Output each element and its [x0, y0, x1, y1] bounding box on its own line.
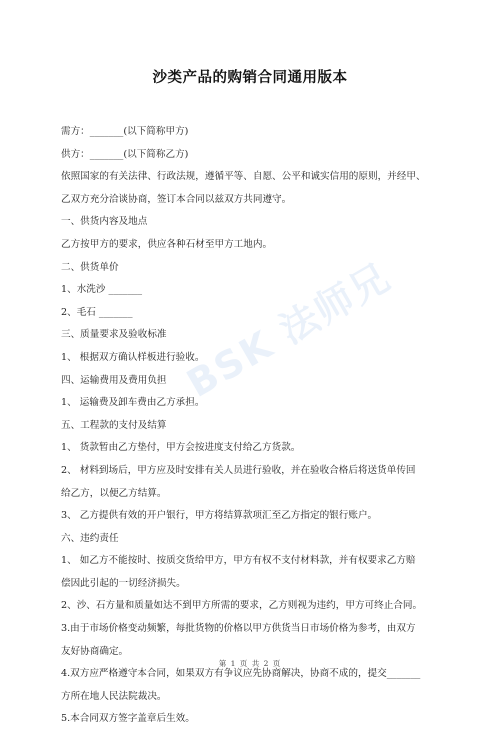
- page-footer: 第 1 页 共 2 页: [218, 659, 282, 668]
- line-payment-2b: 给乙方，以便乙方结算。: [61, 487, 167, 499]
- line-supplier: 供方：_______(以下简称乙方): [61, 148, 189, 160]
- line-transport: 1、 运输费及卸车费由乙方承担。: [61, 397, 205, 409]
- line-payment-3: 3、 乙方提供有效的开户银行，甲方将结算款项汇至乙方指定的银行账户。: [61, 510, 378, 522]
- line-breach-1a: 1、 如乙方不能按时、按质交货给甲方，甲方有权不支付材料款，并有权要求乙方赔: [61, 555, 416, 567]
- line-breach-4b: 方所在地人民法院裁决。: [61, 690, 167, 702]
- line-price-stone: 2、毛石 _______: [61, 306, 133, 318]
- section-heading-1: 一、供货内容及地点: [61, 216, 148, 228]
- section-heading-4: 四、运输费用及费用负担: [61, 374, 167, 386]
- document-title: 沙类产品的购销合同通用版本: [152, 70, 348, 86]
- line-breach-3b: 友好协商确定。: [61, 645, 129, 657]
- line-supply-content: 乙方按甲方的要求，供应各种石材至甲方工地内。: [61, 238, 273, 250]
- line-breach-5: 5.本合同双方签字盖章后生效。: [61, 713, 195, 725]
- watermark: BSK 法师兄: [179, 254, 399, 406]
- line-breach-3a: 3.由于市场价格变动频繁，每批货物的价格以甲方供货当日市场价格为参考，由双方: [61, 623, 416, 635]
- line-breach-4a: 4.双方应严格遵守本合同，如果双方有争议应先协商解决，协商不成的，提交_______: [61, 668, 421, 680]
- section-heading-2: 二、供货单价: [61, 261, 119, 273]
- line-breach-2: 2、沙、石方量和质量如达不到甲方所需的要求，乙方则视为违约，甲方可终止合同。: [61, 600, 423, 612]
- line-preamble-2: 乙双方充分洽谈协商，签订本合同以兹双方共同遵守。: [61, 193, 292, 205]
- line-quality: 1、 根据双方确认样板进行验收。: [61, 351, 205, 363]
- line-preamble-1: 依照国家的有关法律、行政法规，遵循平等、自愿、公平和诚实信用的原则，并经甲、: [61, 171, 426, 183]
- section-heading-5: 五、工程款的支付及结算: [61, 419, 167, 431]
- section-heading-3: 三、质量要求及验收标准: [61, 329, 167, 341]
- document-body: [61, 121, 451, 731]
- line-demander: 需方：_______(以下简称甲方): [61, 126, 189, 137]
- line-payment-2a: 2、 材料到场后，甲方应及时安排有关人员进行验收，并在验收合格后将送货单传回: [61, 464, 416, 476]
- line-payment-1: 1、 货款暂由乙方垫付，甲方会按进度支付给乙方货款。: [61, 442, 301, 454]
- line-breach-1b: 偿因此引起的一切经济损失。: [61, 577, 186, 589]
- line-price-sand: 1、水洗沙 _______: [61, 284, 143, 296]
- section-heading-6: 六、违约责任: [61, 532, 119, 544]
